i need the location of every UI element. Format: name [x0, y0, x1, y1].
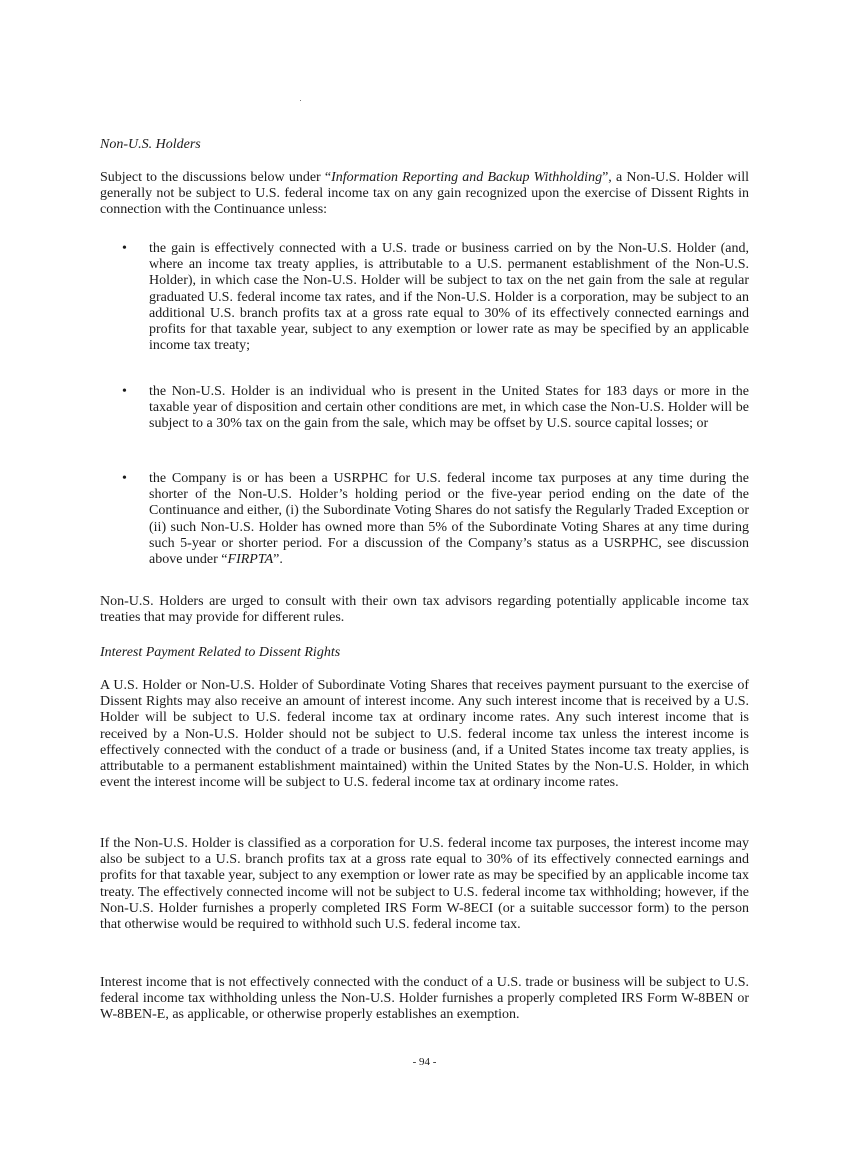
section-heading-non-us-holders: Non-U.S. Holders [100, 137, 201, 152]
list-item-text [149, 471, 749, 568]
section-heading-interest-payment: Interest Payment Related to Dissent Rights [100, 645, 341, 660]
intro-text-after: ”, a Non-U.S. Holder will generally not be subject to U.S. federal income tax on any gain recognized upon the exercise of Dissent Rights in connection with the Continuance unless: [100, 170, 749, 218]
bullet-glyph: • [122, 471, 127, 486]
bullet-glyph: • [122, 384, 127, 399]
bullet-glyph: • [122, 241, 127, 256]
body-paragraph: A U.S. Holder or Non-U.S. Holder of Subordinate Voting Shares that receives payment pursuant to the exercise of Dissent Rights may also receive an amount of interest income. Any such interest income that is received by a U.S. Holder will be subject to U.S. federal income tax at ordinary income rates. Any such interest income that is received by a Non-U.S. Holder should not be subject to U.S. federal income tax unless the interest income is effectively connected with the conduct of a trade or business (and, if a United States income tax treaty applies, is attributable to a permanent establishment maintained) within the United States by the Non-U.S. Holder, in which event the interest income will be subject to U.S. federal income tax at ordinary income rates. [100, 678, 749, 791]
list-item-text: the Non-U.S. Holder is an individual who is present in the United States for 183 days or more in the taxable year of disposition and certain other conditions are met, in which case the Non-U.S. Holder will be subject to a 30% tax on the gain from the sale, which may be offset by U.S. source capital losses; or [149, 384, 749, 432]
bullet-text-before: the Company is or has been a USRPHC for U.S. federal income tax purposes at any time during the shorter of the Non-U.S. Holder’s holding period or the five-year period ending on the date of the Continuance and either, (i) the Subordinate Voting Shares do not satisfy the Regularly Traded Exception or (ii) such Non-U.S. Holder has owned more than 5% of the Subordinate Voting Shares at any time during such 5-year or shorter period. For a discussion of the Company’s status as a USRPHC, see discussion above under “ [149, 471, 749, 568]
intro-paragraph [100, 170, 749, 219]
page-number: - 94 - [412, 1056, 437, 1068]
body-paragraph: If the Non-U.S. Holder is classified as a corporation for U.S. federal income tax purposes, the interest income may also be subject to a U.S. branch profits tax at a gross rate equal to 30% of its effectively connected earnings and profits for that taxable year, subject to any exemption or lower rate as may be specified by an applicable income tax treaty. The effectively connected income will not be subject to U.S. federal income tax withholding; however, if the Non-U.S. Holder furnishes a properly completed IRS Form W-8ECI (or a suitable successor form) to the person that otherwise would be required to withhold such U.S. federal income tax. [100, 836, 749, 933]
intro-text-before: Subject to the discussions below under “ [100, 170, 332, 185]
body-paragraph: Interest income that is not effectively connected with the conduct of a U.S. trade or business will be subject to U.S. federal income tax withholding unless the Non-U.S. Holder furnishes a properly completed IRS Form W-8BEN or W-8BEN-E, as applicable, or otherwise properly establishes an exemption. [100, 975, 749, 1023]
bullet-cross-reference: FIRPTA [227, 552, 274, 568]
intro-cross-reference: Information Reporting and Backup Withholding [331, 170, 603, 185]
stray-mark [300, 100, 301, 101]
bullet-text-after: ”. [273, 552, 283, 568]
list-item-text: the gain is effectively connected with a U.S. trade or business carried on by the Non-U.S. Holder (and, where an income tax treaty applies, is attributable to a U.S. permanent establishment of the Non-U.S. Holder), in which case the Non-U.S. Holder will be subject to tax on the net gain from the sale at regular graduated U.S. federal income tax rates, and if the Non-U.S. Holder is a corporation, may be subject to an additional U.S. branch profits tax at a gross rate equal to 30% of its effectively connected earnings and profits for that taxable year, subject to any exemption or lower rate as may be specified by an applicable income tax treaty; [149, 241, 749, 354]
closing-paragraph: Non-U.S. Holders are urged to consult with their own tax advisors regarding potentially applicable income tax treaties that may provide for different rules. [100, 594, 749, 626]
